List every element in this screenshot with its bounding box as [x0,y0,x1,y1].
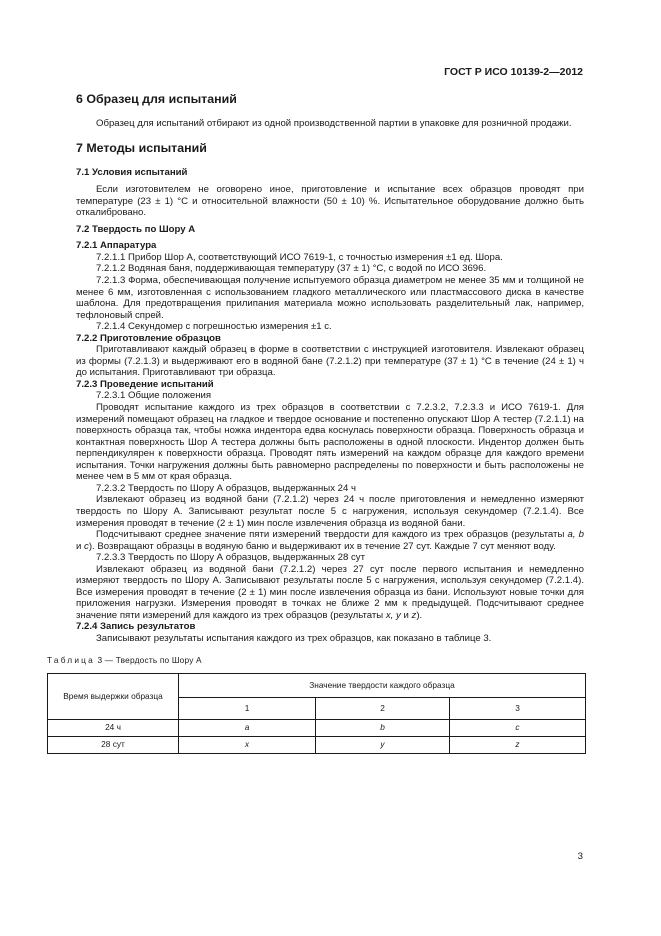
table-cell-value [450,737,586,754]
clause-7-2-1-1: 7.2.1.1 Прибор Шор А, соответствующий ИСО 7619-1, с точностью измерения ±1 ед. Шора. [96,251,503,263]
result-var-c: c [84,540,89,552]
value: z [515,739,520,750]
value: y [380,739,385,750]
section-7-1-title: 7.1 Условия испытаний [76,166,188,178]
standard-code: ГОСТ Р ИСО 10139-2—2012 [444,66,583,78]
clause-7-2-3-3-title: 7.2.3.3 Твердость по Шору А образцов, выдержанных 28 сут [96,552,365,564]
table-caption [47,655,584,667]
table-header-group: Значение твердости каждого образца [179,674,586,698]
clause-7-2-1-2: 7.2.1.2 Водяная баня, поддерживающая температуру (37 ± 1) °С, с водой по ИСО 3696. [96,263,487,275]
text-run: Подсчитывают среднее значение пяти измерений твердости для каждого из трех образцов (результаты [96,529,568,541]
table-subheader-3: 3 [450,698,586,720]
clause-7-2-3-2-paragraph-2 [76,529,584,552]
text-run: и [400,609,412,621]
results-table [47,673,586,754]
clause-7-2-3-3-paragraph [76,564,584,622]
section-7-2-4-paragraph: Записывают результаты испытания каждого из трех образцов, как показано в таблице 3. [96,632,492,644]
section-7-2-2-title: 7.2.2 Приготовление образцов [76,332,221,344]
value: x [244,739,250,750]
table-caption-text: 3 — Твердость по Шору А [94,654,202,665]
section-7-2-4-title: 7.2.4 Запись результатов [76,621,196,633]
table-subheader-2: 2 [316,698,450,720]
section-7-title: 7 Методы испытаний [76,141,207,156]
result-vars: a, b [567,529,584,541]
clause-7-2-1-4: 7.2.1.4 Секундомер с погрешностью измерения ±1 с. [96,321,332,333]
section-7-2-3-title: 7.2.3 Проведение испытаний [76,378,214,390]
table-row [48,720,586,737]
section-6-paragraph: Образец для испытаний отбирают из одной производственной партии в упаковке для розничной продажи. [96,117,572,129]
table-row [48,737,586,754]
clause-7-2-3-1-title: 7.2.3.1 Общие положения [96,390,212,402]
table-cell-time: 28 сут [48,737,179,754]
section-6-title: 6 Образец для испытаний [76,92,237,106]
text-run: и [76,540,85,552]
clause-7-2-3-2-title: 7.2.3.2 Твердость по Шору А образцов, выдержанных 24 ч [96,482,356,494]
table-cell-value [316,720,450,737]
value: a [244,722,250,733]
result-var-z: z [411,609,417,621]
section-7-2-1-title: 7.2.1 Аппаратура [76,240,157,252]
table-subheader-1: 1 [179,698,316,720]
table-cell-value [450,720,586,737]
value: c [515,722,520,733]
table-caption-word: Таблица [47,654,95,665]
clause-7-2-3-1-paragraph: Проводят испытание каждого из трех образцов в соответствии с 7.2.3.2, 7.2.3.3 и ИСО 7619-1. Для измерений помещают образец на гладкое и твердое основание и постепенно опускают Шор А тестер (7.2.1.1) на поверхность образца так, чтобы ножка индентора едва коснулась поверхности образца. Поверхность образца и контактная поверхность Шор А тестера должны быть расположены в одной плоскости. Индентор должен быть перпендикулярен к поверхности образца. Проводят пять измерений на каждом образце для каждого времени испытания. Точки нагружения должны быть равномерно распределены по поверхности и быть расположены не менее чем в 5 мм от края образца. [76,402,584,483]
section-7-2-2-paragraph: Приготавливают каждый образец в форме в соответствии с инструкцией изготовителя. Извлекают образец из формы (7.2.1.3) и выдерживают его в водяной бане (7.2.1.2) при температуре (37 ± 1) °С в течение (24 ± 1) ч до испытания. Приготавливают три образца. [76,344,584,379]
table-cell-time: 24 ч [48,720,179,737]
result-vars: x, y [385,609,401,621]
table-cell-value [316,737,450,754]
clause-7-2-1-3: 7.2.1.3 Форма, обеспечивающая получение испытуемого образца диаметром не менее 35 мм и толщиной не менее 6 мм, изготовленная с использованием гладкого металлического или пластмассового диска в качестве шаблона. Для предотвращения прилипания материала можно использовать разделительный лак, например, тефлоновый спрей. [76,275,584,321]
text-run: Извлекают образец из водяной бани (7.2.1.2) через 27 сут после первого испытания и немедленно измеряют твердость по Шору А. Записывают результаты после 5 с нагружения, используя секундомер (7.2.1.4). Все измерения проводят в течение (2 ± 1) мин после извлечения образца из бани. Используют новые точки для приложения нагрузки. Измерения проводят в точках не ближе 2 мм к предыдущей. Подсчитывают среднее значение пяти измерений для каждого из трех образцов (результаты [76,563,584,621]
page-number: 3 [577,851,583,862]
text-run: ). [416,609,423,621]
text-run: ). Возвращают образцы в водяную баню и выдерживают их в течение 27 сут. Каждые 7 сут меняют воду. [88,540,556,552]
clause-7-2-3-2-paragraph-1: Извлекают образец из водяной бани (7.2.1.2) через 24 ч после приготовления и немедленно измеряют твердость по Шору А. Записывают результат после 5 с нагружения, используя секундомер (7.2.1.4). Все измерения проводят в течение (2 ± 1) мин после извлечения образца из водяной бани. [76,494,584,529]
table-header-time: Время выдержки образца [48,674,179,720]
page-content [47,92,584,754]
table-cell-value [179,737,316,754]
table-cell-value [179,720,316,737]
value: b [380,722,385,733]
section-7-1-paragraph: Если изготовителем не оговорено иное, приготовление и испытание всех образцов проводят при температуре (23 ± 1) °С и относительной влажности (50 ± 10) %. Испытательное оборудование должно быть откалибровано. [76,184,584,219]
section-7-2-title: 7.2 Твердость по Шору А [76,223,196,235]
